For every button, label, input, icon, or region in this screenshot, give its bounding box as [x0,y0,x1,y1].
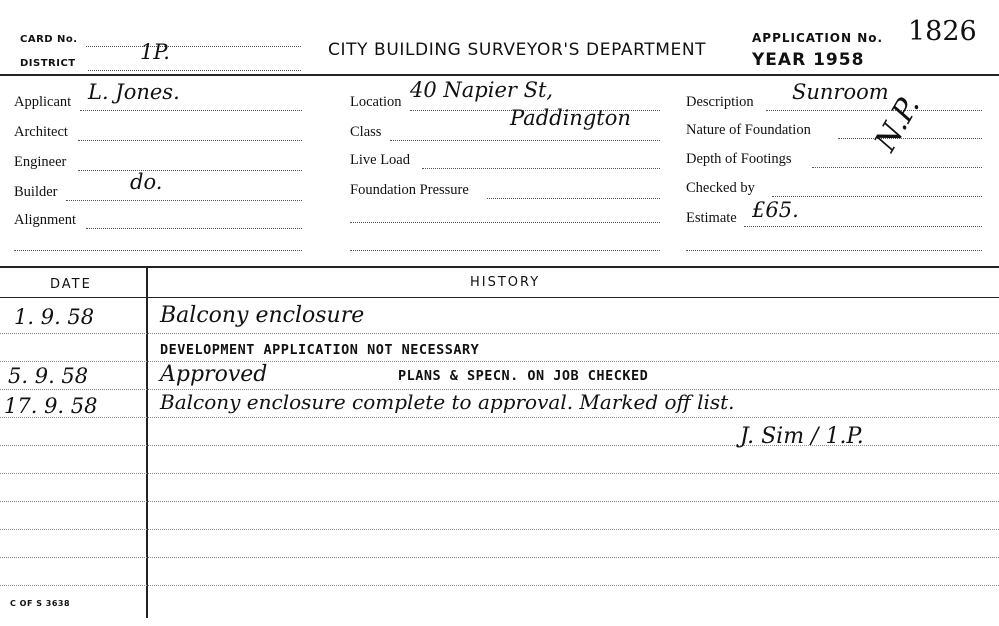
class-line [390,140,660,141]
card-no-line [86,46,301,47]
depth-of-footings-label: Depth of Footings [686,151,792,167]
engineer-line [78,170,302,171]
history-entry: Approved [160,362,268,387]
header-rule [0,74,999,76]
history-column-header: HISTORY [470,275,541,290]
history-signature: J. Sim / 1.P. [740,424,864,449]
ruled-line [0,501,999,502]
history-entry: Balcony enclosure complete to approval. Marked off list. [160,390,735,414]
ruled-line [0,585,999,586]
ruled-line [0,333,999,334]
builder-value: do. [130,170,163,194]
live-load-label: Live Load [350,152,410,168]
checked-by-line [772,196,982,197]
application-no-label: APPLICATION No. [752,31,884,45]
description-label: Description [686,94,754,110]
suburb-value: Paddington [510,106,631,130]
class-label: Class [350,124,382,140]
district-value: 1P. [140,40,170,64]
ruled-line [0,557,999,558]
description-line [766,110,982,111]
live-load-line [422,168,660,169]
builder-label: Builder [14,184,58,200]
history-header-rule [0,297,999,298]
description-value: Sunroom [792,80,889,104]
checked-by-label: Checked by [686,180,755,196]
right-extra-line [686,250,982,251]
depth-of-footings-line [812,167,982,168]
alignment-line-2 [14,250,302,251]
architect-label: Architect [14,124,68,140]
history-date: 1. 9. 58 [14,305,95,329]
nature-of-foundation-line [838,138,982,139]
ruled-line [0,361,999,362]
year-label: YEAR 1958 [752,50,865,70]
ruled-line [0,529,999,530]
applicant-label: Applicant [14,94,72,110]
builder-line [66,200,302,201]
department-title: CITY BUILDING SURVEYOR'S DEPARTMENT [328,40,707,60]
district-label: DISTRICT [20,58,76,69]
date-column-header: DATE [50,277,92,292]
middle-extra-line-1 [350,222,660,223]
history-stamp: PLANS & SPECN. ON JOB CHECKED [398,368,649,384]
nature-of-foundation-label: Nature of Foundation [686,122,811,138]
form-code: C OF S 3638 [10,599,71,608]
location-value: 40 Napier St, [410,78,554,102]
alignment-label: Alignment [14,212,77,228]
card-no-label: CARD No. [20,34,78,45]
history-entry: Balcony enclosure [160,303,365,328]
estimate-label: Estimate [686,210,737,226]
alignment-line [86,228,302,229]
history-date: 5. 9. 58 [8,364,89,388]
applicant-line [80,110,302,111]
foundation-pressure-label: Foundation Pressure [350,182,469,198]
date-column-divider [146,268,148,618]
ruled-line [0,473,999,474]
architect-line [78,140,302,141]
applicant-value: L. Jones. [88,80,180,104]
engineer-label: Engineer [14,154,67,170]
estimate-line [744,226,982,227]
foundation-pressure-line [487,198,660,199]
checked-by-value: N.P. [868,90,928,158]
history-top-rule [0,266,999,268]
application-no: 1826 [908,16,977,47]
estimate-value: £65. [752,198,799,222]
location-label: Location [350,94,402,110]
ruled-line [0,417,999,418]
middle-extra-line-2 [350,250,660,251]
district-line [88,70,301,71]
history-stamp: DEVELOPMENT APPLICATION NOT NECESSARY [160,342,480,358]
history-date: 17. 9. 58 [4,394,98,418]
